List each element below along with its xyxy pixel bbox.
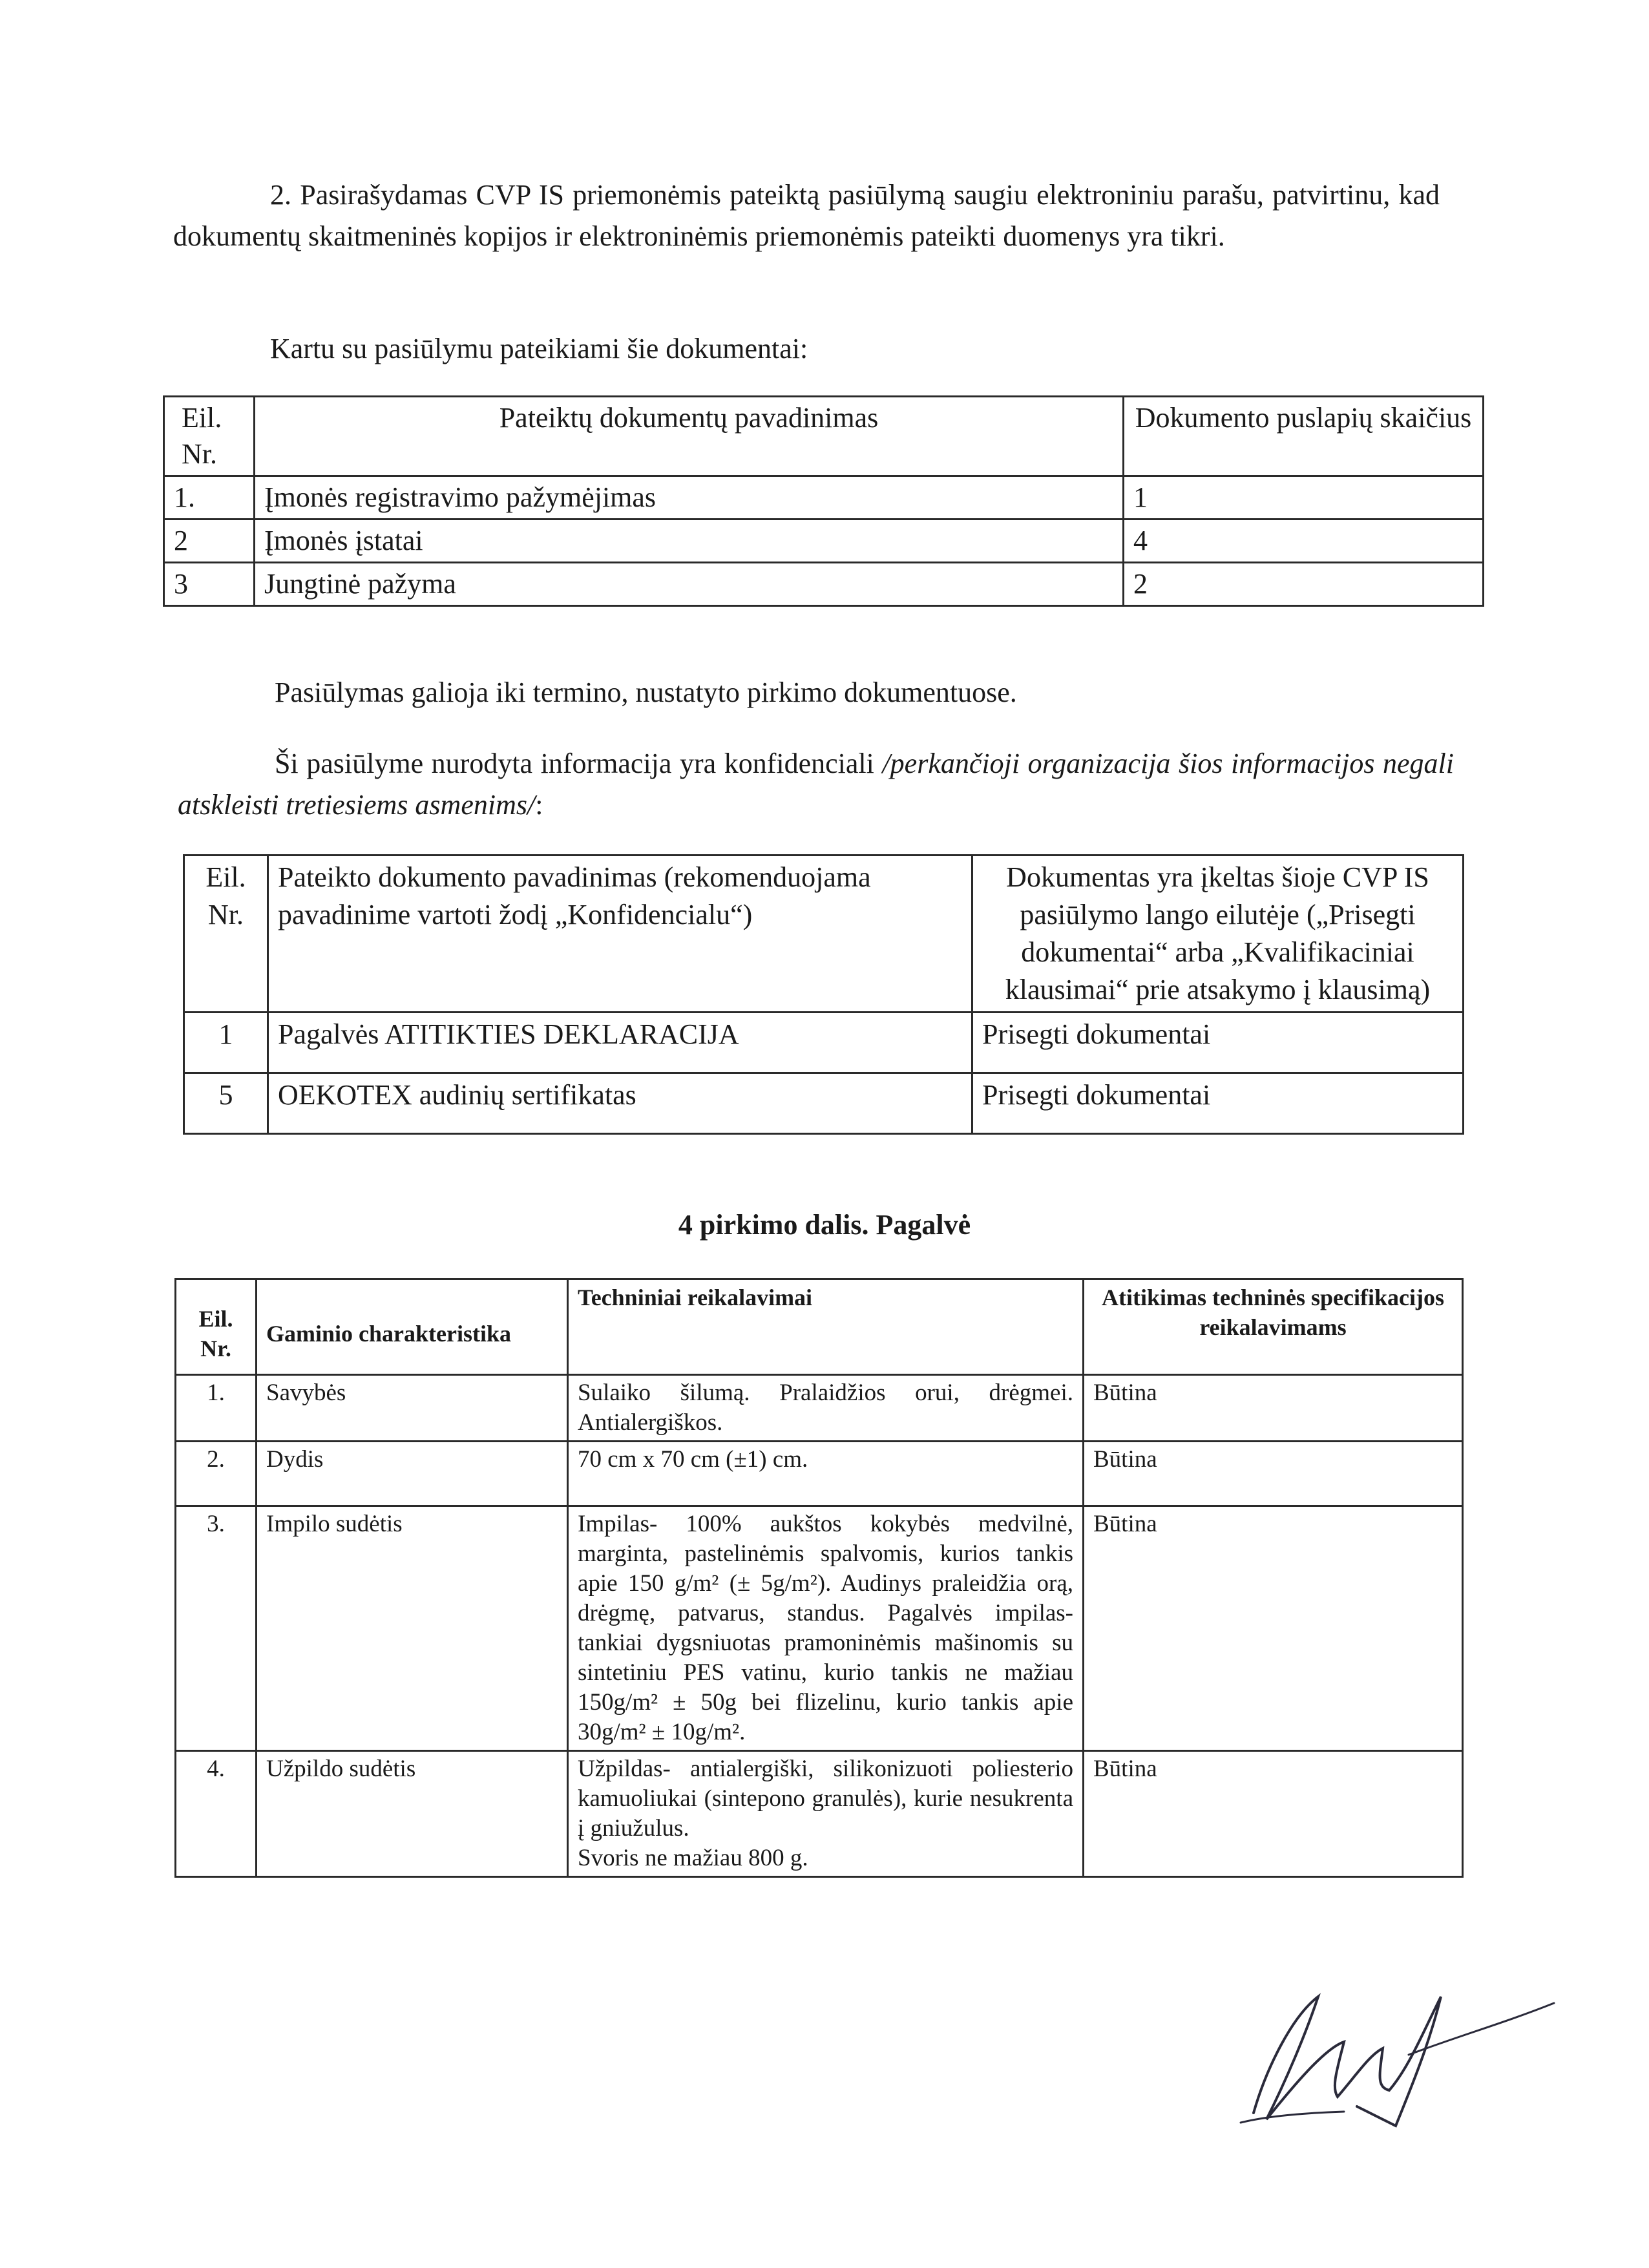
intro-paragraph: 2. Pasirašydamas CVP IS priemonėmis pateiktą pasiūlymą saugiu elektroniniu parašu, patvirtinu, kad dokumentų skaitmeninės kopijos ir elektroninėmis priemonėmis pateikti duomenys yra tikri. (173, 179, 1440, 252)
table-cell: 3 (164, 563, 255, 606)
table-cell: 5 (184, 1073, 268, 1134)
table-row (176, 1506, 1463, 1751)
confidential-paragraph (178, 743, 1454, 826)
confidential-end: : (535, 789, 543, 821)
header-cell: Eil. Nr. (184, 856, 268, 1013)
table-row (184, 1013, 1464, 1073)
table-header-row (164, 397, 1484, 476)
table-row (164, 520, 1484, 563)
table-cell: Impilas- 100% aukštos kokybės medvilnė, marginta, pastelinėmis spalvomis, kurios tankis apie 150 g/m² (± 5g/m²). Audinys praleidžia orą, drėgmę, patvarus, standus. Pagalvės impilas- tankiai dygsniuotas pramoninėmis mašinomis su sintetiniu PES vatinu, kurio tankis ne mažiau 150g/m² ± 50g bei flizelinu, kurio tankis apie 30g/m² ± 10g/m². (568, 1506, 1084, 1751)
table-cell: 1. (176, 1375, 257, 1442)
table-cell: Būtina (1084, 1375, 1463, 1442)
table-cell: Impilo sudėtis (257, 1506, 568, 1751)
header-cell: Atitikimas techninės specifikacijos reikalavimams (1084, 1279, 1463, 1375)
table-cell: 2 (164, 520, 255, 563)
header-cell: Techniniai reikalavimai (568, 1279, 1084, 1375)
header-cell: Eil. Nr. (176, 1279, 257, 1375)
table-row (164, 563, 1484, 606)
table-row (176, 1375, 1463, 1442)
section-heading: 4 pirkimo dalis. Pagalvė (678, 1209, 971, 1241)
table-row (184, 1073, 1464, 1134)
table-row (176, 1751, 1463, 1877)
header-cell: Gaminio charakteristika (257, 1279, 568, 1375)
table-cell: 1 (184, 1013, 268, 1073)
confidential-text: Ši pasiūlyme nurodyta informacija yra konfidenciali (275, 748, 883, 779)
table-cell: 4 (1124, 520, 1484, 563)
table-cell: 2. (176, 1442, 257, 1506)
table-header-row (176, 1279, 1463, 1375)
table-cell: Dydis (257, 1442, 568, 1506)
header-cell: Pateiktų dokumentų pavadinimas (255, 397, 1124, 476)
documents-table (163, 395, 1484, 607)
table-cell: Prisegti dokumentai (972, 1073, 1464, 1134)
table-cell: Pagalvės ATITIKTIES DEKLARACIJA (268, 1013, 972, 1073)
table-cell: Būtina (1084, 1751, 1463, 1877)
validity-text: Pasiūlymas galioja iki termino, nustatyto pirkimo dokumentuose. (275, 677, 1017, 708)
table-cell: Įmonės registravimo pažymėjimas (255, 476, 1124, 520)
table-row (164, 476, 1484, 520)
table-cell (568, 1751, 1084, 1877)
table-header-row (184, 856, 1464, 1013)
table-cell: Būtina (1084, 1442, 1463, 1506)
cell-text-weight: Svoris ne mažiau 800 g. (578, 1845, 808, 1871)
table-cell: Būtina (1084, 1506, 1463, 1751)
table-cell: Įmonės įstatai (255, 520, 1124, 563)
table-cell: 4. (176, 1751, 257, 1877)
handwritten-signature (1228, 1958, 1564, 2139)
table-cell: 1 (1124, 476, 1484, 520)
table-cell: 2 (1124, 563, 1484, 606)
header-cell: Pateikto dokumento pavadinimas (rekomenduojama pavadinime vartoti žodį „Konfidencialu“) (268, 856, 972, 1013)
documents-intro: Kartu su pasiūlymu pateikiami šie dokumentai: (270, 333, 808, 364)
confidential-table (183, 854, 1464, 1135)
cell-text: Užpildas- antialergiški, silikonizuoti poliesterio kamuoliukai (sintepono granulės), kurie nesukrenta į gniužulus. (578, 1756, 1073, 1842)
table-cell: 1. (164, 476, 255, 520)
table-cell: 3. (176, 1506, 257, 1751)
table-cell: Sulaiko šilumą. Pralaidžios orui, drėgmei. Antialergiškos. (568, 1375, 1084, 1442)
table-cell: Užpildo sudėtis (257, 1751, 568, 1877)
header-cell: Dokumentas yra įkeltas šioje CVP IS pasiūlymo lango eilutėje („Prisegti dokumentai“ arba „Kvalifikaciniai klausimai“ prie atsakymo į klausimą) (972, 856, 1464, 1013)
header-cell: Eil. Nr. (164, 397, 255, 476)
table-cell: Savybės (257, 1375, 568, 1442)
table-cell: Jungtinė pažyma (255, 563, 1124, 606)
header-cell: Dokumento puslapių skaičius (1124, 397, 1484, 476)
table-cell: 70 cm x 70 cm (±1) cm. (568, 1442, 1084, 1506)
specification-table (174, 1278, 1464, 1878)
confidential-italic-text: /perkančioji organizacija šios informacijos negali atskleisti tretiesiems asmenims/ (178, 748, 1454, 821)
table-cell: OEKOTEX audinių sertifikatas (268, 1073, 972, 1134)
table-cell: Prisegti dokumentai (972, 1013, 1464, 1073)
table-row (176, 1442, 1463, 1506)
